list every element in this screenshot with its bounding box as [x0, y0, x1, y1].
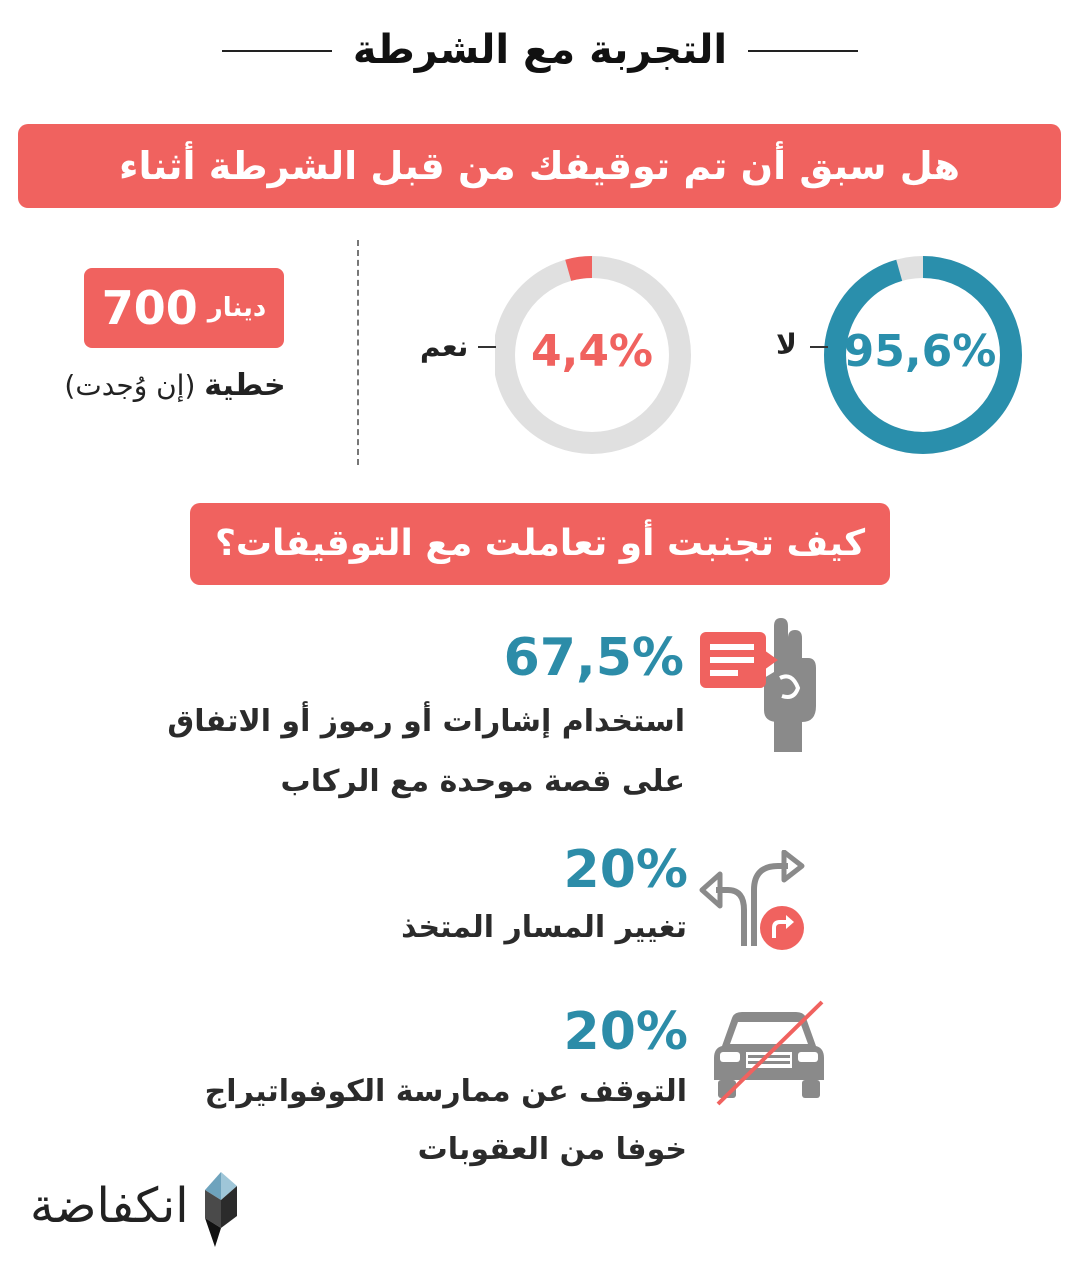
- title-line-right: [748, 50, 858, 52]
- route-badge: [760, 906, 804, 950]
- donut-yes-tick: [478, 346, 496, 348]
- hand-signal-icon: [698, 618, 828, 753]
- fine-amount: 700: [101, 281, 198, 335]
- item-1-percent: 67,5%: [503, 628, 684, 688]
- no-car-icon: [708, 1000, 830, 1108]
- item-3-line-1: التوقف عن ممارسة الكوفواتيراج: [204, 1074, 687, 1109]
- page-title: التجربة مع الشرطة: [352, 27, 728, 73]
- fine-caption: [40, 368, 310, 403]
- donut-yes-value: 4,4%: [530, 326, 654, 377]
- question-banner-1: هل سبق أن تم توقيفك من قبل الشرطة أثناء الكوفواتيراج؟: [18, 124, 1061, 208]
- logo-text: انكفاضة: [30, 1178, 189, 1234]
- fine-caption-bold: خطية: [204, 368, 286, 403]
- fine-caption-rest: (إن وُجدت): [64, 369, 196, 402]
- question-banner-2: كيف تجنبت أو تعاملت مع التوقيفات؟: [190, 503, 890, 585]
- item-2-line-1: تغيير المسار المتخذ: [401, 910, 687, 945]
- item-2-percent: 20%: [563, 840, 688, 900]
- donut-no-label: لا: [776, 328, 797, 361]
- donut-yes-label: نعم: [420, 330, 469, 363]
- logo-mark-icon: [205, 1172, 237, 1247]
- item-3-percent: 20%: [563, 1002, 688, 1062]
- fine-unit: دينار: [207, 293, 267, 323]
- item-1-line-2: على قصة موحدة مع الركاب: [280, 764, 685, 799]
- donut-no-tick: [810, 346, 828, 348]
- section-divider: [357, 240, 359, 465]
- item-1-line-1: استخدام إشارات أو رموز أو الاتفاق: [167, 704, 685, 739]
- item-3-line-2: خوفا من العقوبات: [417, 1132, 687, 1167]
- title-line-left: [222, 50, 332, 52]
- donut-no-value: 95,6%: [843, 326, 997, 377]
- change-route-icon: [698, 850, 808, 955]
- fine-badge: [84, 268, 284, 348]
